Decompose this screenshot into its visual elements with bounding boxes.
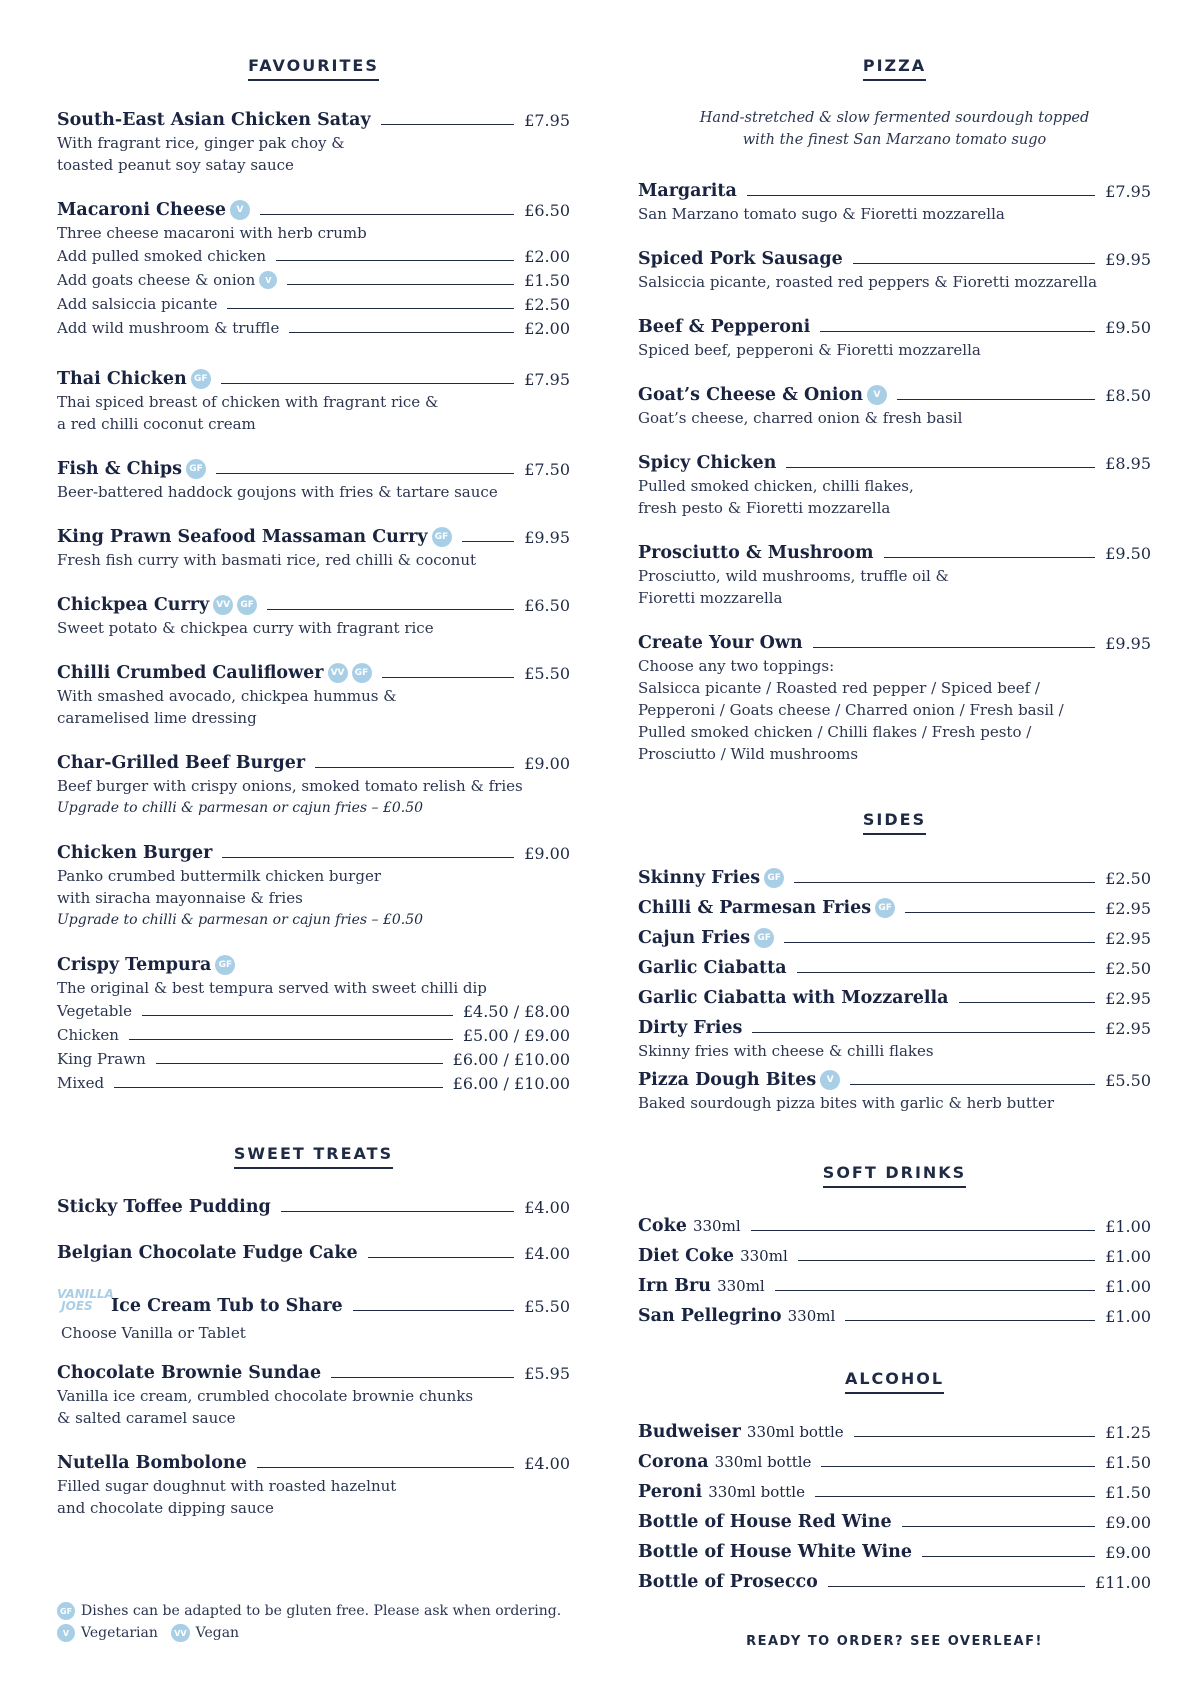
item-price: £1.00 <box>1105 1306 1151 1326</box>
gluten-free-badge-icon: GF <box>186 459 206 479</box>
item-description: Spiced beef, pepperoni & Fioretti mozzarella <box>638 341 981 359</box>
item-description: Vanilla ice cream, crumbled chocolate brownie chunks <box>57 1387 474 1405</box>
leader-line <box>257 1467 514 1468</box>
menu-item <box>638 1068 1151 1114</box>
item-name: Garlic Ciabatta <box>638 958 787 978</box>
item-price: £5.95 <box>524 1363 570 1383</box>
menu-item <box>638 1510 1151 1534</box>
menu-item <box>57 198 570 340</box>
item-description: Choose Vanilla or Tablet <box>61 1324 246 1342</box>
item-name: Macaroni Cheese <box>57 200 226 220</box>
item-description: Sweet potato & chickpea curry with fragrant rice <box>57 619 434 637</box>
item-name: Nutella Bombolone <box>57 1453 247 1473</box>
menu-item <box>638 926 1151 950</box>
item-description: The original & best tempura served with sweet chilli dip <box>57 979 487 997</box>
item-description: and chocolate dipping sauce <box>57 1499 274 1517</box>
item-description: Panko crumbed buttermilk chicken burger <box>57 867 381 885</box>
vegetarian-badge-icon: V <box>820 1070 840 1090</box>
item-price: £9.95 <box>1105 633 1151 653</box>
menu-item <box>57 525 570 571</box>
item-name: Diet Coke 330ml <box>638 1246 788 1266</box>
item-description: & salted caramel sauce <box>57 1409 236 1427</box>
menu-item <box>638 956 1151 980</box>
portion-label: King Prawn <box>57 1050 146 1068</box>
item-price: £7.95 <box>1105 181 1151 201</box>
item-price: £1.00 <box>1105 1216 1151 1236</box>
item-price: £9.00 <box>524 753 570 773</box>
item-description: Prosciutto, wild mushrooms, truffle oil & <box>638 567 949 585</box>
gluten-free-badge-icon: GF <box>191 369 211 389</box>
section-heading-favourites: FAVOURITES <box>57 56 570 81</box>
item-price: £9.50 <box>1105 317 1151 337</box>
menu-item <box>57 1361 570 1429</box>
item-description: Goat’s cheese, charred onion & fresh basil <box>638 409 963 427</box>
item-price: £7.95 <box>524 110 570 130</box>
item-price: £9.00 <box>524 843 570 863</box>
item-price: £4.00 <box>524 1197 570 1217</box>
ready-to-order-banner: READY TO ORDER? SEE OVERLEAF! <box>746 1634 1043 1649</box>
gluten-free-badge-icon: GF <box>764 868 784 888</box>
leader-line <box>462 541 515 542</box>
menu-item <box>638 1420 1151 1444</box>
item-description: Skinny fries with cheese & chilli flakes <box>638 1042 934 1060</box>
item-description: Fresh fish curry with basmati rice, red chilli & coconut <box>57 551 477 569</box>
item-name: Bottle of House White Wine <box>638 1542 912 1562</box>
item-price: £2.95 <box>1105 988 1151 1008</box>
leader-line <box>850 1084 1095 1085</box>
item-name: Skinny Fries <box>638 868 761 888</box>
leader-line <box>276 260 514 261</box>
menu-item <box>57 841 570 931</box>
leader-line <box>289 332 514 333</box>
menu-item <box>638 451 1151 519</box>
item-description: Salsicca picante / Roasted red pepper / Spiced beef / <box>638 679 1040 697</box>
leader-line <box>905 912 1095 913</box>
leader-line <box>821 1466 1095 1467</box>
menu-item <box>638 1016 1151 1062</box>
add-on-price: £2.00 <box>524 318 570 338</box>
portion-list <box>57 999 570 1095</box>
menu-item <box>57 1195 570 1219</box>
menu-item <box>638 1274 1151 1298</box>
item-name: South-East Asian Chicken Satay <box>57 110 371 130</box>
item-name: Ice Cream Tub to Share <box>111 1296 343 1316</box>
leader-line <box>794 882 1095 883</box>
portion-price: £6.00 / £10.00 <box>452 1049 570 1069</box>
item-description: Pulled smoked chicken, chilli flakes, <box>638 477 914 495</box>
item-name: Coke 330ml <box>638 1216 741 1236</box>
item-price: £1.50 <box>1105 1482 1151 1502</box>
menu-item <box>57 1241 570 1265</box>
vegan-badge-icon: VV <box>213 595 233 615</box>
leader-line <box>897 399 1095 400</box>
leader-line <box>221 383 514 384</box>
menu-item <box>57 108 570 176</box>
pizza-intro <box>638 107 1151 151</box>
leader-line <box>815 1496 1095 1497</box>
item-price: £9.50 <box>1105 543 1151 563</box>
item-name: Chicken Burger <box>57 843 213 863</box>
add-on-label: Add wild mushroom & truffle <box>57 319 280 337</box>
add-on-label: Add salsiccia picante <box>57 295 218 313</box>
leader-line <box>216 473 514 474</box>
item-price: £2.95 <box>1105 898 1151 918</box>
leader-line <box>381 124 515 125</box>
menu-item <box>638 1540 1151 1564</box>
menu-item <box>57 751 570 819</box>
item-price: £5.50 <box>1105 1070 1151 1090</box>
leader-line <box>922 1556 1095 1557</box>
item-description: Three cheese macaroni with herb crumb <box>57 224 367 242</box>
menu-item <box>638 179 1151 225</box>
gluten-free-badge-icon: GF <box>237 595 257 615</box>
item-name: Bottle of House Red Wine <box>638 1512 892 1532</box>
item-price: £1.00 <box>1105 1246 1151 1266</box>
gluten-free-badge-icon: GF <box>215 955 235 975</box>
item-price: £11.00 <box>1095 1572 1151 1592</box>
leader-line <box>260 214 514 215</box>
leader-line <box>156 1063 443 1064</box>
menu-item <box>638 1304 1151 1328</box>
item-price: £1.00 <box>1105 1276 1151 1296</box>
item-price: £9.95 <box>1105 249 1151 269</box>
pizza-intro-line: with the finest San Marzano tomato sugo <box>742 132 1047 148</box>
dietary-legend <box>57 1600 561 1644</box>
item-name: Crispy Tempura <box>57 955 212 975</box>
menu-item <box>57 593 570 639</box>
item-price: £7.50 <box>524 459 570 479</box>
item-name: Chilli & Parmesan Fries <box>638 898 872 918</box>
section-heading-sweet-treats: SWEET TREATS <box>57 1144 570 1169</box>
item-name: Garlic Ciabatta with Mozzarella <box>638 988 949 1008</box>
leader-line <box>368 1257 515 1258</box>
menu-item <box>57 661 570 729</box>
item-description: Thai spiced breast of chicken with fragrant rice & <box>57 393 439 411</box>
item-description: Salsiccia picante, roasted red peppers & Fioretti mozzarella <box>638 273 1098 291</box>
item-name: Dirty Fries <box>638 1018 743 1038</box>
leader-line <box>813 647 1096 648</box>
item-name: Prosciutto & Mushroom <box>638 543 874 563</box>
add-on-label: Add goats cheese & onion <box>57 271 256 289</box>
item-price: £2.50 <box>1105 868 1151 888</box>
item-description: Filled sugar doughnut with roasted hazelnut <box>57 1477 397 1495</box>
portion-price: £5.00 / £9.00 <box>462 1025 570 1045</box>
vegetarian-badge-icon: V <box>867 385 887 405</box>
item-description: caramelised lime dressing <box>57 709 257 727</box>
menu-item <box>638 986 1151 1010</box>
leader-line <box>751 1230 1096 1231</box>
item-name: Spicy Chicken <box>638 453 777 473</box>
item-description: Pepperoni / Goats cheese / Charred onion / Fresh basil / <box>638 701 1064 719</box>
menu-item <box>638 383 1151 429</box>
gluten-free-badge-icon: GF <box>352 663 372 683</box>
leader-line <box>114 1087 443 1088</box>
item-name: King Prawn Seafood Massaman Curry <box>57 527 428 547</box>
item-name: Beef & Pepperoni <box>638 317 811 337</box>
leader-line <box>959 1002 1096 1003</box>
item-price: £7.95 <box>524 369 570 389</box>
vegan-badge-icon: VV <box>328 663 348 683</box>
vegetarian-badge-icon: V <box>230 200 250 220</box>
leader-line <box>828 1586 1085 1587</box>
add-on-price: £2.50 <box>524 294 570 314</box>
item-price: £5.50 <box>524 663 570 683</box>
section-heading-sides: SIDES <box>638 810 1151 835</box>
portion-price: £6.00 / £10.00 <box>452 1073 570 1093</box>
vegan-badge-icon: VV <box>171 1624 189 1642</box>
item-description: Prosciutto / Wild mushrooms <box>638 745 859 763</box>
item-name: Cajun Fries <box>638 928 751 948</box>
item-price: £9.00 <box>1105 1512 1151 1532</box>
portion-label: Chicken <box>57 1026 119 1044</box>
item-name: Belgian Chocolate Fudge Cake <box>57 1243 358 1263</box>
leader-line <box>227 308 514 309</box>
item-description: San Marzano tomato sugo & Fioretti mozzarella <box>638 205 1005 223</box>
item-name: Irn Bru 330ml <box>638 1276 765 1296</box>
leader-line <box>853 263 1095 264</box>
leader-line <box>775 1290 1095 1291</box>
add-on-price: £2.00 <box>524 246 570 266</box>
section-heading-soft-drinks: SOFT DRINKS <box>638 1163 1151 1188</box>
item-price: £9.00 <box>1105 1542 1151 1562</box>
item-name: Budweiser 330ml bottle <box>638 1422 844 1442</box>
item-name: Margarita <box>638 181 737 201</box>
item-description: Pulled smoked chicken / Chilli flakes / Fresh pesto / <box>638 723 1032 741</box>
leader-line <box>331 1377 514 1378</box>
item-name: Chocolate Brownie Sundae <box>57 1363 322 1383</box>
item-description: With fragrant rice, ginger pak choy & <box>57 134 345 152</box>
menu-item <box>638 631 1151 765</box>
portion-price: £4.50 / £8.00 <box>462 1001 570 1021</box>
leader-line <box>902 1526 1096 1527</box>
item-name: Fish & Chips <box>57 459 183 479</box>
menu-item <box>638 541 1151 609</box>
item-name: Bottle of Prosecco <box>638 1572 818 1592</box>
portion-label: Vegetable <box>57 1002 133 1020</box>
menu-item <box>638 896 1151 920</box>
item-name: Corona 330ml bottle <box>638 1452 812 1472</box>
gluten-free-badge-icon: GF <box>57 1602 75 1620</box>
item-name: Thai Chicken <box>57 369 187 389</box>
add-on-list <box>57 244 570 340</box>
menu-item <box>57 457 570 503</box>
gluten-free-badge-icon: GF <box>754 928 774 948</box>
menu-item <box>57 367 570 435</box>
menu-item <box>638 315 1151 361</box>
upgrade-note: Upgrade to chilli & parmesan or cajun fries – £0.50 <box>57 912 424 928</box>
item-name: San Pellegrino 330ml <box>638 1306 836 1326</box>
item-description: Fioretti mozzarella <box>638 589 783 607</box>
leader-line <box>784 942 1095 943</box>
menu-item <box>57 953 570 1095</box>
menu-item <box>638 866 1151 890</box>
item-name: Pizza Dough Bites <box>638 1070 817 1090</box>
add-on-label: Add pulled smoked chicken <box>57 247 267 265</box>
item-description: with siracha mayonnaise & fries <box>57 889 303 907</box>
menu-item <box>57 1287 570 1344</box>
leader-line <box>820 331 1095 332</box>
item-price: £1.25 <box>1105 1422 1151 1442</box>
leader-line <box>797 972 1096 973</box>
upgrade-note: Upgrade to chilli & parmesan or cajun fries – £0.50 <box>57 800 424 816</box>
legend-vv-text: Vegan <box>195 1625 240 1641</box>
menu-item <box>638 1214 1151 1238</box>
leader-line <box>281 1211 514 1212</box>
item-name: Peroni 330ml bottle <box>638 1482 805 1502</box>
item-name: Chilli Crumbed Cauliflower <box>57 663 324 683</box>
item-price: £8.95 <box>1105 453 1151 473</box>
item-price: £9.95 <box>524 527 570 547</box>
portion-label: Mixed <box>57 1074 105 1092</box>
gluten-free-badge-icon: GF <box>432 527 452 547</box>
item-price: £5.50 <box>524 1296 570 1316</box>
section-heading-alcohol: ALCOHOL <box>638 1369 1151 1394</box>
item-description: Baked sourdough pizza bites with garlic & herb butter <box>638 1094 1055 1112</box>
leader-line <box>798 1260 1095 1261</box>
leader-line <box>747 195 1095 196</box>
item-name: Create Your Own <box>638 633 803 653</box>
item-price: £4.00 <box>524 1453 570 1473</box>
item-price: £6.50 <box>524 595 570 615</box>
section-heading-pizza: PIZZA <box>638 56 1151 81</box>
item-name: Goat’s Cheese & Onion <box>638 385 863 405</box>
leader-line <box>786 467 1095 468</box>
item-description: Choose any two toppings: <box>638 657 835 675</box>
vegetarian-badge-icon: V <box>57 1624 75 1642</box>
leader-line <box>222 857 514 858</box>
vanilla-joes-logo-icon: VANILLA JOES <box>57 1287 114 1313</box>
leader-line <box>353 1310 515 1311</box>
leader-line <box>884 557 1096 558</box>
menu-item <box>638 1480 1151 1504</box>
item-name: Sticky Toffee Pudding <box>57 1197 271 1217</box>
item-price: £2.95 <box>1105 1018 1151 1038</box>
menu-item <box>638 1450 1151 1474</box>
item-description: fresh pesto & Fioretti mozzarella <box>638 499 891 517</box>
leader-line <box>752 1032 1095 1033</box>
item-price: £2.95 <box>1105 928 1151 948</box>
item-name: Chickpea Curry <box>57 595 210 615</box>
item-price: £1.50 <box>1105 1452 1151 1472</box>
add-on-price: £1.50 <box>524 270 570 290</box>
item-price: £2.50 <box>1105 958 1151 978</box>
item-description: a red chilli coconut cream <box>57 415 256 433</box>
item-description: Beef burger with crispy onions, smoked tomato relish & fries <box>57 777 523 795</box>
item-description: With smashed avocado, chickpea hummus & <box>57 687 397 705</box>
leader-line <box>287 284 514 285</box>
menu-item <box>57 1451 570 1519</box>
leader-line <box>854 1436 1095 1437</box>
menu-item <box>638 1570 1151 1594</box>
item-price: £8.50 <box>1105 385 1151 405</box>
item-name: Char-Grilled Beef Burger <box>57 753 306 773</box>
menu-item <box>638 1244 1151 1268</box>
pizza-intro-line: Hand-stretched & slow fermented sourdough topped <box>699 110 1090 126</box>
item-price: £6.50 <box>524 200 570 220</box>
legend-v-text: Vegetarian <box>81 1625 158 1641</box>
item-price: £4.00 <box>524 1243 570 1263</box>
leader-line <box>267 609 514 610</box>
legend-gf-text: Dishes can be adapted to be gluten free. Please ask when ordering. <box>81 1603 562 1619</box>
leader-line <box>142 1015 453 1016</box>
gluten-free-badge-icon: GF <box>875 898 895 918</box>
item-description: Beer-battered haddock goujons with fries & tartare sauce <box>57 483 498 501</box>
leader-line <box>845 1320 1095 1321</box>
leader-line <box>315 767 514 768</box>
menu-item <box>638 247 1151 293</box>
item-description: toasted peanut soy satay sauce <box>57 156 294 174</box>
vegetarian-badge-icon: V <box>259 271 277 289</box>
item-name: Spiced Pork Sausage <box>638 249 843 269</box>
leader-line <box>129 1039 453 1040</box>
leader-line <box>382 677 515 678</box>
